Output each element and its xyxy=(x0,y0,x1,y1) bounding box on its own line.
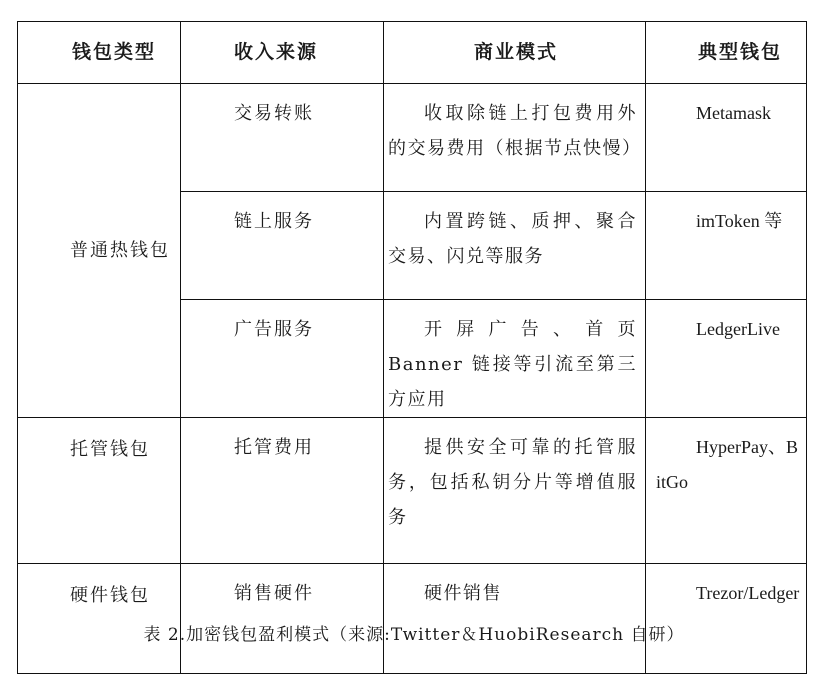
table-row xyxy=(18,418,807,564)
cell-typical-wallet xyxy=(646,84,807,192)
cell-typical-wallet xyxy=(646,192,807,300)
cell-typical-wallet xyxy=(646,300,807,418)
table-row xyxy=(18,564,807,674)
cell-business-model xyxy=(384,300,646,418)
cell-typical-wallet xyxy=(646,564,807,674)
business-model-text: 硬件销售 xyxy=(424,583,502,604)
table-row xyxy=(18,84,807,192)
business-model-text: 开屏广告、首页 Banner 链接等引流至第三方应用 xyxy=(388,319,637,410)
cell-business-model xyxy=(384,418,646,564)
business-model-text: 收取除链上打包费用外的交易费用（根据节点快慢） xyxy=(388,103,642,159)
typical-wallet-text: Metamask xyxy=(696,103,771,123)
cell-business-model xyxy=(384,192,646,300)
wallet-profit-table xyxy=(17,21,807,674)
cell-business-model xyxy=(384,84,646,192)
typical-wallet-text: Trezor/Ledger xyxy=(696,583,800,603)
typical-wallet-text: LedgerLive xyxy=(696,319,780,339)
table-header-row xyxy=(18,22,807,84)
cell-revenue-source: 广告服务 xyxy=(181,300,384,418)
group-hot-wallet: 普通热钱包 xyxy=(18,84,181,418)
group-custodial-wallet: 托管钱包 xyxy=(18,418,181,564)
header-revenue-source: 收入来源 xyxy=(181,22,384,84)
cell-revenue-source: 托管费用 xyxy=(181,418,384,564)
header-business-model: 商业模式 xyxy=(384,22,646,84)
business-model-text: 内置跨链、质押、聚合交易、闪兑等服务 xyxy=(388,211,637,267)
typical-wallet-text: imToken 等 xyxy=(696,211,783,231)
header-wallet-type: 钱包类型 xyxy=(18,22,181,84)
cell-revenue-source: 交易转账 xyxy=(181,84,384,192)
business-model-text: 提供安全可靠的托管服务，包括私钥分片等增值服务 xyxy=(388,437,637,528)
typical-wallet-text: HyperPay、BitGo xyxy=(656,437,798,492)
cell-revenue-source: 销售硬件 xyxy=(181,564,384,674)
cell-business-model xyxy=(384,564,646,674)
cell-revenue-source: 链上服务 xyxy=(181,192,384,300)
cell-typical-wallet xyxy=(646,418,807,564)
group-hardware-wallet: 硬件钱包 xyxy=(18,564,181,674)
table-caption: 表 2.加密钱包盈利模式（来源:Twitter＆HuobiResearch 自研） xyxy=(143,625,685,645)
header-typical-wallet: 典型钱包 xyxy=(646,22,807,84)
